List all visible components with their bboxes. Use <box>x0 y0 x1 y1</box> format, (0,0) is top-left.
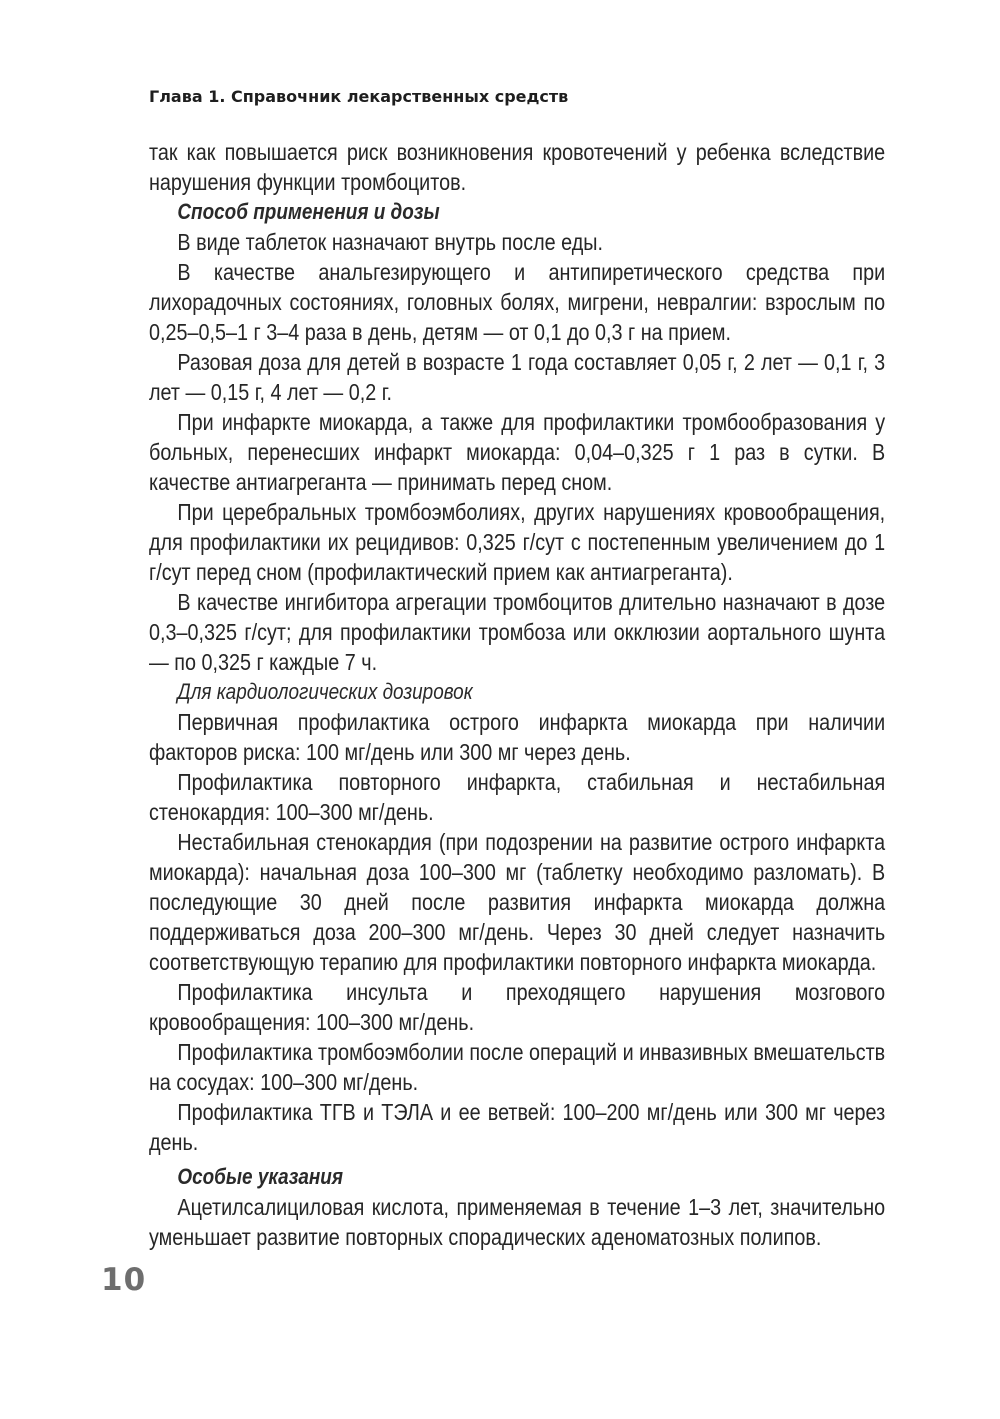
paragraph: Разовая доза для детей в возрасте 1 года составляет 0,05 г, 2 лет — 0,1 г, 3 лет — 0,15 г, 4 лет — 0,2 г. <box>149 349 886 405</box>
subheading-cardiology: Для кардиологических дозировок <box>177 679 473 704</box>
paragraph: Профилактика повторного инфаркта, стабильная и нестабильная стенокардия: 100–300 мг/день. <box>149 769 886 825</box>
paragraph: Профилактика тромбоэмболии после операций и инвазивных вмешательств на сосудах: 100–300 мг/день. <box>149 1039 886 1095</box>
paragraph: Нестабильная стенокардия (при подозрении на развитие острого инфаркта миокарда): начальная доза 100–300 мг (таблетку необходимо разломать). В последующие 30 дней после развития инфаркта миокарда должна поддерживаться доза 200–300 мг/день. Через 30 дней следует назначить соответствующую терапию для профилактики повторного инфаркта миокарда. <box>149 829 886 975</box>
section-heading-dosage: Способ применения и дозы <box>177 199 440 224</box>
page-number: 10 <box>101 1262 147 1298</box>
paragraph: В виде таблеток назначают внутрь после еды. <box>177 229 603 255</box>
paragraph-continued: так как повышается риск возникновения кровотечений у ребенка вследствие нарушения функции тромбоцитов. <box>149 139 886 195</box>
paragraph: В качестве анальгезирующего и антипиретического средства при лихорадочных состояниях, головных болях, мигрени, невралгии: взрослым по 0,25–0,5–1 г 3–4 раза в день, детям — от 0,1 до 0,3 г на прием. <box>149 259 886 345</box>
section-heading-special-notes: Особые указания <box>177 1164 343 1189</box>
paragraph: Профилактика ТГВ и ТЭЛА и ее ветвей: 100–200 мг/день или 300 мг через день. <box>149 1099 886 1155</box>
paragraph: Ацетилсалициловая кислота, применяемая в течение 1–3 лет, значительно уменьшает развитие повторных спорадических аденоматозных полипов. <box>149 1194 886 1250</box>
body-text <box>149 137 885 1252</box>
running-head: Глава 1. Справочник лекарственных средств <box>149 87 569 106</box>
paragraph: При инфаркте миокарда, а также для профилактики тромбообразования у больных, перенесших инфаркт миокарда: 0,04–0,325 г 1 раз в сутки. В качестве антиагреганта — принимать перед сном. <box>149 409 886 495</box>
text-column <box>149 137 885 1252</box>
paragraph: Первичная профилактика острого инфаркта миокарда при наличии факторов риска: 100 мг/день или 300 мг через день. <box>149 709 886 765</box>
paragraph: В качестве ингибитора агрегации тромбоцитов длительно назначают в дозе 0,3–0,325 г/сут; для профилактики тромбоза или окклюзии аортального шунта — по 0,325 г каждые 7 ч. <box>149 589 886 675</box>
paragraph: При церебральных тромбоэмболиях, других нарушениях кровообращения, для профилактики их рецидивов: 0,325 г/сут с постепенным увеличением до 1 г/сут перед сном (профилактический прием как антиагреганта). <box>149 499 886 585</box>
paragraph: Профилактика инсульта и преходящего нарушения мозгового кровообращения: 100–300 мг/день. <box>149 979 886 1035</box>
